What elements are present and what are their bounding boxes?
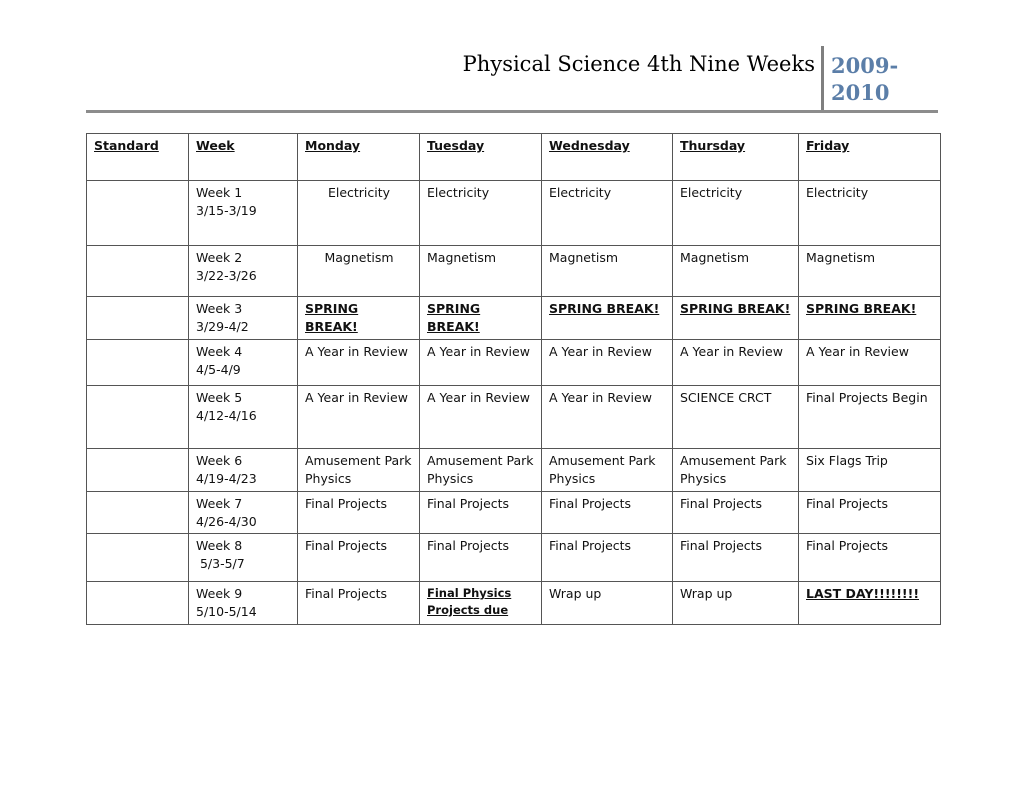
table-row xyxy=(87,181,941,246)
standard-cell xyxy=(87,582,189,625)
week-label: Week 3 xyxy=(196,301,243,316)
week-dates: 3/15-3/19 xyxy=(196,203,257,218)
wednesday-cell: Electricity xyxy=(542,181,673,246)
friday-cell: Final Projects Begin xyxy=(799,386,941,449)
friday-cell: A Year in Review xyxy=(799,340,941,386)
table-row xyxy=(87,449,941,492)
tuesday-cell xyxy=(420,297,542,340)
col-header-thursday: Thursday xyxy=(673,134,799,181)
monday-cell: Final Projects xyxy=(298,582,420,625)
tuesday-cell: Final Projects xyxy=(420,492,542,534)
monday-cell: Final Projects xyxy=(298,534,420,582)
spring-break-label: SPRING BREAK! xyxy=(305,301,359,334)
standard-cell xyxy=(87,492,189,534)
header-rule xyxy=(86,110,938,113)
wednesday-cell: Amusement Park Physics xyxy=(542,449,673,492)
thursday-cell: Electricity xyxy=(673,181,799,246)
table-row xyxy=(87,297,941,340)
friday-cell: Final Projects xyxy=(799,534,941,582)
table-row xyxy=(87,534,941,582)
week-cell xyxy=(189,534,298,582)
document-title: Physical Science 4th Nine Weeks xyxy=(462,52,815,76)
thursday-cell: SCIENCE CRCT xyxy=(673,386,799,449)
thursday-cell: A Year in Review xyxy=(673,340,799,386)
week-label: Week 9 xyxy=(196,586,243,601)
tuesday-cell xyxy=(420,582,542,625)
thursday-cell: Final Projects xyxy=(673,534,799,582)
week-dates: 3/29-4/2 xyxy=(196,319,249,334)
monday-cell: Magnetism xyxy=(298,246,420,297)
table-row xyxy=(87,246,941,297)
table-row xyxy=(87,386,941,449)
tuesday-cell: Magnetism xyxy=(420,246,542,297)
col-header-friday: Friday xyxy=(799,134,941,181)
friday-cell xyxy=(799,297,941,340)
wednesday-cell: A Year in Review xyxy=(542,340,673,386)
week-label: Week 8 xyxy=(196,538,243,553)
thursday-cell xyxy=(673,297,799,340)
wednesday-cell: Final Projects xyxy=(542,534,673,582)
week-dates: 5/3-5/7 xyxy=(196,556,245,571)
wednesday-cell: Wrap up xyxy=(542,582,673,625)
standard-cell xyxy=(87,386,189,449)
col-header-monday: Monday xyxy=(298,134,420,181)
week-dates: 4/19-4/23 xyxy=(196,471,257,486)
week-label: Week 1 xyxy=(196,185,243,200)
week-label: Week 7 xyxy=(196,496,243,511)
col-header-week: Week xyxy=(189,134,298,181)
schedule-table xyxy=(86,133,941,625)
week-dates: 4/5-4/9 xyxy=(196,362,241,377)
week-label: Week 5 xyxy=(196,390,243,405)
final-projects-due-line2: Projects due xyxy=(427,603,509,617)
table-row xyxy=(87,492,941,534)
week-dates: 3/22-3/26 xyxy=(196,268,257,283)
standard-cell xyxy=(87,246,189,297)
spring-break-label: SPRING BREAK! xyxy=(427,301,481,334)
standard-cell xyxy=(87,449,189,492)
monday-cell: Electricity xyxy=(298,181,420,246)
standard-cell xyxy=(87,181,189,246)
week-dates: 4/26-4/30 xyxy=(196,514,257,529)
thursday-cell: Final Projects xyxy=(673,492,799,534)
wednesday-cell: Magnetism xyxy=(542,246,673,297)
wednesday-cell xyxy=(542,297,673,340)
tuesday-cell: Final Projects xyxy=(420,534,542,582)
standard-cell xyxy=(87,534,189,582)
col-header-tuesday: Tuesday xyxy=(420,134,542,181)
tuesday-cell: A Year in Review xyxy=(420,386,542,449)
last-day-label: LAST DAY!!!!!!!! xyxy=(806,586,920,601)
spring-break-label: SPRING BREAK! xyxy=(549,301,660,316)
spring-break-label: SPRING BREAK! xyxy=(680,301,791,316)
week-label: Week 6 xyxy=(196,453,243,468)
table-row xyxy=(87,340,941,386)
thursday-cell: Wrap up xyxy=(673,582,799,625)
monday-cell xyxy=(298,297,420,340)
week-cell xyxy=(189,386,298,449)
week-cell xyxy=(189,449,298,492)
week-dates: 4/12-4/16 xyxy=(196,408,257,423)
final-projects-due-line1: Final Physics xyxy=(427,586,512,600)
week-cell xyxy=(189,492,298,534)
tuesday-cell: A Year in Review xyxy=(420,340,542,386)
header-divider xyxy=(821,46,824,112)
week-cell xyxy=(189,582,298,625)
document-header xyxy=(86,46,938,112)
school-year xyxy=(831,52,921,106)
wednesday-cell: Final Projects xyxy=(542,492,673,534)
friday-cell: Final Projects xyxy=(799,492,941,534)
thursday-cell: Amusement Park Physics xyxy=(673,449,799,492)
standard-cell xyxy=(87,340,189,386)
friday-cell xyxy=(799,582,941,625)
col-header-wednesday: Wednesday xyxy=(542,134,673,181)
school-year-line2: 2010 xyxy=(831,80,890,105)
monday-cell: Amusement Park Physics xyxy=(298,449,420,492)
friday-cell: Magnetism xyxy=(799,246,941,297)
week-cell xyxy=(189,246,298,297)
friday-cell: Electricity xyxy=(799,181,941,246)
friday-cell: Six Flags Trip xyxy=(799,449,941,492)
week-cell xyxy=(189,297,298,340)
standard-cell xyxy=(87,297,189,340)
col-header-standard: Standard xyxy=(87,134,189,181)
tuesday-cell: Amusement Park Physics xyxy=(420,449,542,492)
thursday-cell: Magnetism xyxy=(673,246,799,297)
table-header-row xyxy=(87,134,941,181)
monday-cell: A Year in Review xyxy=(298,386,420,449)
table-row xyxy=(87,582,941,625)
week-label: Week 4 xyxy=(196,344,243,359)
week-dates: 5/10-5/14 xyxy=(196,604,257,619)
wednesday-cell: A Year in Review xyxy=(542,386,673,449)
monday-cell: Final Projects xyxy=(298,492,420,534)
week-cell xyxy=(189,181,298,246)
week-cell xyxy=(189,340,298,386)
monday-cell: A Year in Review xyxy=(298,340,420,386)
school-year-line1: 2009- xyxy=(831,53,899,78)
week-label: Week 2 xyxy=(196,250,243,265)
spring-break-label: SPRING BREAK! xyxy=(806,301,917,316)
tuesday-cell: Electricity xyxy=(420,181,542,246)
